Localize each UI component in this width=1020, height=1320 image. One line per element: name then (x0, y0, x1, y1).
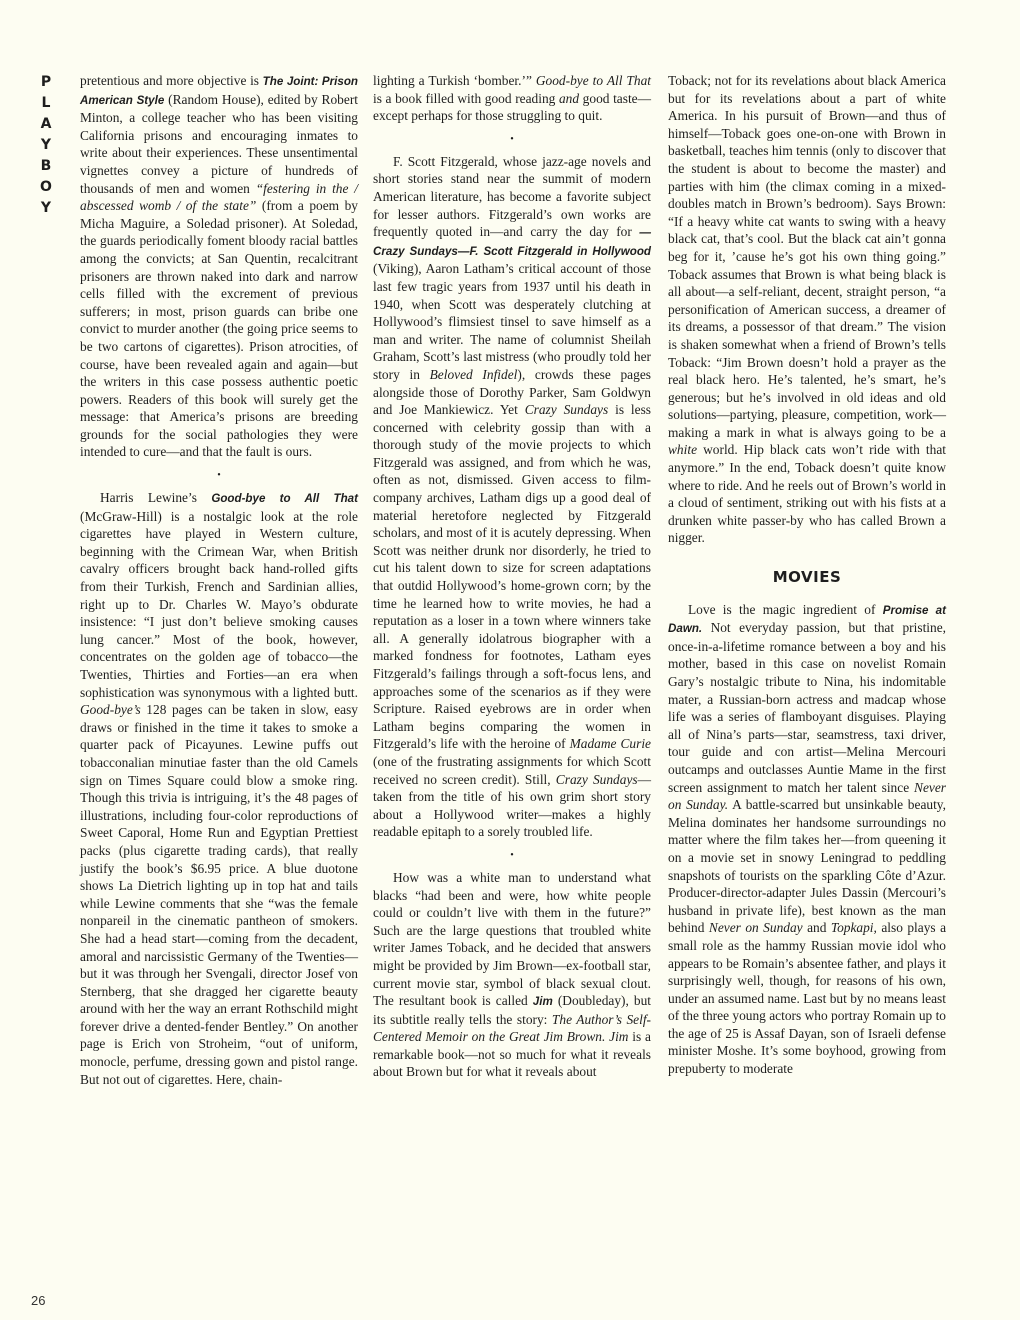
italic-title: Good-bye to All That (535, 73, 651, 88)
text: (Random House), edited by Robert Minton, a college teacher who has been visiting California prisons and encouraging inmates to write about their experiences. These unsentimental vignettes convey a picture of hundreds of thousands of men and women (80, 91, 358, 196)
italic-title: Topkapi, (830, 920, 877, 936)
brand-letter: A (40, 116, 52, 132)
text: A battle-scarred but unsinkable beauty, Melina dominates her handsome surroundings no matter where the film takes her—from queening it on a movie set in snowy Leningrad to peddling snapshots of tourists on the sparkling Côte d’Azur. Producer-director-adapter Jules Dassin (Mercouri’s husband in private life), best known as the man behind (668, 797, 946, 936)
review-jim-cont (668, 72, 946, 547)
section-bullet: • (510, 133, 514, 145)
text: 128 pages can be taken in slow, easy draws or finished in the time it takes to smoke a quarter pack of Picayunes. Lewine puffs out tobacconalian minutiae faster than the old Camels sign on Times Square could blow a smoke ring. Though this trivia is intriguing, it’s the 48 pages of illustrations, including four-color reproductions of Sweet Caporal, Home Run and Egyptian Prettiest packs (plus cigarette trading cards), that really justify the book’s $6.95 price. A blue duotone shows La Dietrich lighting up in top hat and tails while Lewine comments that she “was the female nonpareil in the cinematic pantheon of smokers. She had a head start—coming from the decadent, amoral and narcissistic Germany of the Twenties—but it was through her Svengali, director Josef von Sternberg, that she dragged her cigarette beauty around with her the way an errant Rothschild might forever drive a dented-fender Bentley.” On another page is Erich von Stroheim, “out of uniform, monocle, perfume, dressing gown and pistol range. But not out of cigarettes. Here, chain- (80, 702, 358, 1087)
text: How was a white man to understand what blacks “had been and were, how white people could or couldn’t live with them in the future?” Such are the large questions that troubled white writer James Toback, and he decided that answers might be provided by Jim Brown—ex-football star, current movie star, symbol of black sexual clout. The resultant book is called (373, 869, 651, 1009)
column-1 (80, 72, 358, 1088)
brand-letter: Y (40, 137, 52, 153)
text: world. Hip black cats won’t ride with that anymore.” In the end, Toback doesn’t quite know where to ride. And he reels out of Brown’s world in a cloud of sentiment, striking out with his fists at a drunken white passer-by who has called Brown a nigger. (668, 442, 946, 546)
column-3 (668, 72, 946, 1078)
section-heading-movies: MOVIES (772, 568, 842, 587)
brand-letter: Y (40, 200, 52, 216)
text: —taken from the title of his own grim short story about a Hollywood writer—makes a highly readable epitaph to a sorely troubled life. (373, 771, 651, 840)
poem-quote: “festering in the / abscessed womb / of the state” (80, 180, 358, 214)
text: is less concerned with celebrity gossip than with a thorough study of the movie projects to which Fitzgerald was assigned, and from which he was, often as not, dismissed. Given access to film-company archives, Latham digs up a good deal of material heretofore neglected by Fitzgerald scholars, and most of it is acutely depressing. When Scott was neither drunk nor disorderly, he tried to cut his talent down to size for screen adaptations that outdid Hollywood’s home-grown corn; by the time he learned how to write movies, he had a reputation as a loser in a town where winners take all. A generally idolatrous biographer with a marked fondness for footnotes, Latham eyes Fitzgerald’s failings through a soft-focus lens, and approaches some of the scenarios as if they were Scripture. Raised eyebrows are in order when Latham begins comparing the women in Fitzgerald’s life with the heroine of (373, 402, 651, 752)
brand-letter: L (41, 95, 51, 111)
magazine-brand-vertical (36, 74, 56, 221)
text: good taste—except perhaps for those struggling to quit. (373, 90, 652, 124)
review-the-joint (80, 72, 358, 461)
book-title: —Crazy Sundays—F. Scott Fitzgerald in Hollywood (373, 226, 651, 258)
italic-word: and (558, 90, 580, 106)
brand-letter: B (40, 158, 52, 174)
film-title: Promise at Dawn. (668, 603, 946, 636)
text: F. Scott Fitzgerald, whose jazz-age novels and short stories stand near the summit of modern American literature, has become a favorite subject for lesser authors. Fitzgerald’s own works are frequently quoted in—and carry the day for (373, 153, 651, 240)
text: Harris Lewine’s (100, 490, 212, 506)
column-2 (373, 72, 651, 1081)
section-bullet: • (510, 849, 514, 861)
italic-title: Jim (609, 1029, 629, 1045)
review-promise-at-dawn (668, 601, 946, 1078)
review-good-bye (80, 489, 358, 1088)
italic-title: Good-bye’s (80, 702, 141, 718)
text: is a book filled with good reading (373, 90, 559, 106)
italic-title: Crazy Sundays (555, 771, 638, 787)
review-crazy-sundays (373, 153, 651, 841)
text: is a remarkable book—not so much for what it reveals about Brown but for what it reveals about (373, 1029, 651, 1080)
text: and (802, 920, 831, 936)
review-jim (373, 869, 651, 1081)
text: ), crowds these pages alongside those of Dorothy Parker, Sam Goldwyn and Joe Mankiewicz. Yet (373, 366, 651, 418)
text: (Viking), Aaron Latham’s critical account of those last few tragic years from 1937 until his death in 1940, when Scott was desperately clutching at Hollywood’s flimsiest tinsel to save himself as a man and writer. The name of columnist Sheilah Graham, Scott’s last mistress (who proudly told her story in (373, 261, 651, 382)
text: Not everyday passion, but that pristine, once-in-a-lifetime romance between a boy and his mother, based in this case on novelist Romain Gary’s nostalgic tribute to Nina, his indomitable mater, a Russian-born actress and madcap whose life was a series of flamboyant disguises. Playing all of Nina’s parts—star, seamstress, taxi driver, tour guide and con artist—Melina Mercouri outcamps and outclasses Auntie Mame in the first screen assignment to match her talent since (668, 620, 946, 795)
section-bullet: • (217, 470, 221, 482)
book-title: Good-bye to All That (211, 492, 358, 506)
text: Toback; not for its revelations about black America but for its revelations about a part of white America. In his pursuit of Brown—and thus of himself—Toback goes one-on-one with Brown in basketball, teaches him tennis (only to discover that the student is about to become the master) and parties with him (the climax coming in a mixed-doubles match in Brown’s bedroom). Says Brown: “If a heavy white cat wants to swing with a heavy black cat, that’s cool. But the black cat ain’t gonna beg for it, ’cause he’s got his own thing going.” Toback assumes that Brown is what being black is all about—a self-reliant, decent, straight person, “a personification of American success, a dreamer of its dreams, a possessor of that dream.” The vision is shaken somewhat when a friend of Brown’s tells Toback: “Jim Brown doesn’t hold a prayer as the real black hero. He’s talented, he’s smart, he’s generous; but he’s involved in old ideas and old solutions—partying, pleasure, competition, work—making a mark in what is always going to be a (668, 73, 946, 440)
text: pretentious and more objective is (80, 73, 263, 88)
book-title: The Joint: Prison American Style (80, 75, 358, 107)
italic-word: white (668, 442, 698, 458)
text: Love is the magic ingredient of (688, 601, 883, 617)
text: (McGraw-Hill) is a nostalgic look at the role cigarettes have played in Western culture, beginning with the Crimean War, when British cavalry officers brought back hand-rolled gifts from their Turkish, French and Sardinian allies, right up to Dr. Charles W. Mayo’s obdurate insistence: “I just don’t believe smoking causes lung cancer.” Most of the book, however, concentrates on the golden age of tobacco—the Twenties, Thirties and Forties—an era when sophistication was synonymous with a lighted butt. (80, 508, 358, 700)
text: lighting a Turkish ‘bomber.’” (373, 73, 536, 88)
italic-title: Never on Sunday (708, 920, 803, 936)
review-good-bye-cont (373, 72, 651, 125)
italic-title: Crazy Sundays (524, 402, 609, 418)
text: (Doubleday), but its subtitle really tells the story: (373, 993, 651, 1027)
italic-title: Madame Curie (569, 736, 651, 752)
italic-title: Beloved Infidel (429, 366, 518, 382)
text: (one of the frustrating assignments for which Scott received no screen credit). Still, (373, 753, 651, 787)
brand-letter: P (40, 74, 52, 90)
book-title: Jim (532, 995, 553, 1009)
text: (from a poem by Micha Maguire, a Soledad prisoner). At Soledad, the guards periodically foment bloody racial battles among the convicts; at San Quentin, recalcitrant prisoners are thrown naked into dark and narrow cells filled with the excrement of previous sufferers; in most, prison guards can bribe one convict to murder another (the going price seems to be two cartons of cigarettes). Prison atrocities, of course, have been revealed again and again—but the writers in this case possess authentic poetic powers. Readers of this book will surely get the message: that America’s prisons are breeding grounds for the social pathologies they were intended to cure—and that the fault is ours. (80, 198, 358, 460)
brand-letter: O (40, 179, 52, 195)
page-number: 26 (31, 1293, 46, 1308)
italic-title: The Author’s Self-Centered Memoir on the Great Jim Brown. (373, 1011, 652, 1045)
italic-title: Never on Sunday. (668, 779, 946, 813)
text: also plays a small role as the hammy Russian movie idol who appears to be Romain’s absentee father, and plays it surprisingly well, though, for reasons of his own, under an assumed name. Last but by no means least of the three young actors who portray Romain up to the age of 25 is Assaf Dayan, son of Israeli defense minister Moshe. It’s some boyhood, growing from prepuberty to moderate (668, 920, 947, 1077)
